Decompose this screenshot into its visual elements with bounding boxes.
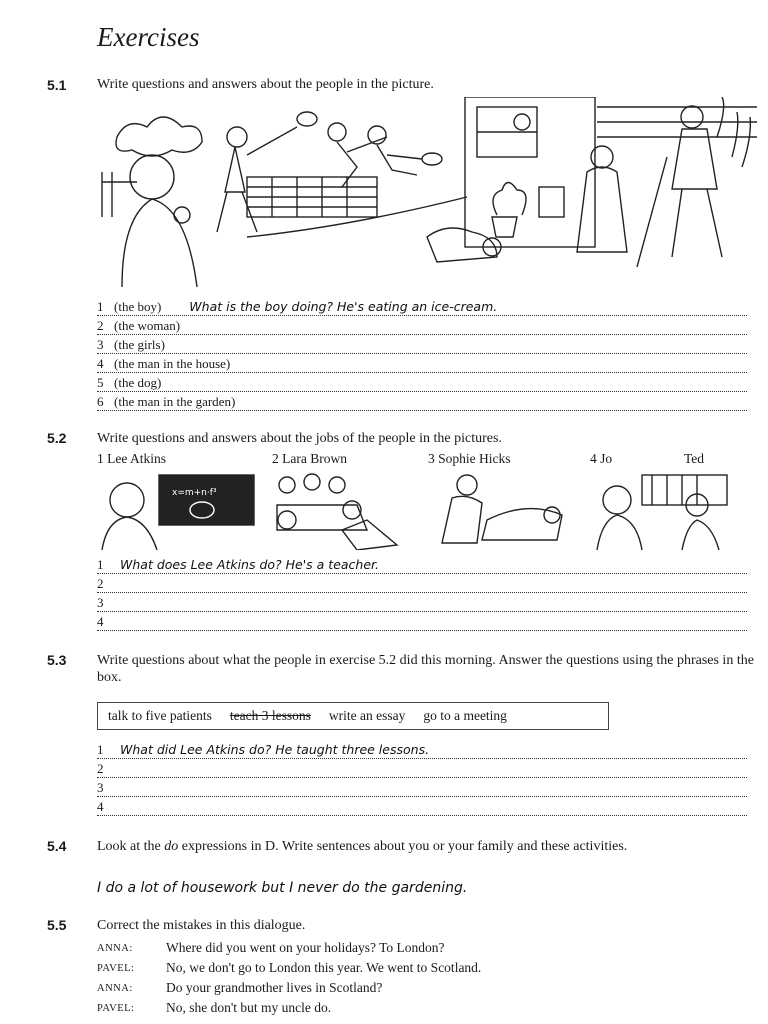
ex52-line-3[interactable]: 3 [97, 594, 747, 612]
speaker-pavel: PAVEL: [97, 963, 135, 974]
caption-jo: 4 Jo [590, 451, 613, 466]
caption-lee-atkins: 1 Lee Atkins [97, 451, 166, 466]
ex53-line-3[interactable]: 3 [97, 779, 747, 797]
caption-lara-brown: 2 Lara Brown [272, 451, 347, 466]
ex51-line-4[interactable]: 4 (the man in the house) [97, 355, 747, 373]
caption-sophie-hicks: 3 Sophie Hicks [428, 451, 511, 466]
ex51-line-6[interactable]: 6 (the man in the garden) [97, 393, 747, 411]
exercise-5-4-instruction: Look at the do expressions in D. Write sentences about you or your family and these activities. [97, 839, 628, 854]
dialogue-line: No, she don't but my uncle do. [166, 1000, 332, 1015]
dialogue-line: Where did you went on your holidays? To London? [166, 940, 445, 955]
ex51-line-2[interactable]: 2 (the woman) [97, 317, 747, 335]
phrase-2-crossed: teach 3 lessons [229, 708, 311, 723]
phrase-3: write an essay [328, 708, 406, 723]
speaker-anna: ANNA: [97, 943, 133, 954]
exercise-5-2-instruction: Write questions and answers about the jobs of the people in the pictures. [97, 431, 502, 446]
speaker-pavel: PAVEL: [97, 1003, 135, 1014]
phrase-4: go to a meeting [423, 708, 507, 723]
ex53-line-2[interactable]: 2 [97, 760, 747, 778]
ex51-line-3[interactable]: 3 (the girls) [97, 336, 747, 354]
speaker-anna: ANNA: [97, 983, 133, 994]
ex51-line-1[interactable]: 1 (the boy) What is the boy doing? He's eating an ice-cream. [97, 298, 747, 316]
ex53-line-4[interactable]: 4 [97, 798, 747, 816]
ex53-line-1[interactable]: 1 What did Lee Atkins do? He taught three lessons. [97, 741, 747, 759]
caption-ted: Ted [684, 451, 705, 466]
ex52-line-1[interactable]: 1 What does Lee Atkins do? He's a teacher. [97, 556, 747, 574]
exercise-5-1-instruction: Write questions and answers about the people in the picture. [97, 77, 434, 92]
svg-text:x=m+n·f³: x=m+n·f³ [172, 488, 217, 498]
exercise-number-5-5: 5.5 [47, 917, 67, 933]
phrase-box [97, 702, 609, 730]
dialogue-line: No, we don't go to London this year. We went to Scotland. [166, 960, 482, 975]
ex52-line-2[interactable]: 2 [97, 575, 747, 593]
exercise-5-4-example: I do a lot of housework but I never do the gardening. [97, 880, 468, 896]
exercise-number-5-3: 5.3 [47, 652, 67, 668]
page-title: Exercises [97, 22, 200, 52]
jobs-illustration [97, 470, 747, 550]
park-scene-illustration [97, 97, 757, 287]
ex52-line-4[interactable]: 4 [97, 613, 747, 631]
exercise-number-5-1: 5.1 [47, 77, 67, 93]
exercise-number-5-2: 5.2 [47, 430, 67, 446]
exercise-5-3-instruction: Write questions about what the people in exercise 5.2 did this morning. Answer the questions using the phrases in the box. [97, 653, 754, 685]
exercise-number-5-4: 5.4 [47, 838, 67, 854]
exercise-5-5-instruction: Correct the mistakes in this dialogue. [97, 918, 306, 933]
ex51-line-5[interactable]: 5 (the dog) [97, 374, 747, 392]
phrase-1: talk to five patients [108, 708, 212, 723]
dialogue-line: Do your grandmother lives in Scotland? [166, 980, 383, 995]
